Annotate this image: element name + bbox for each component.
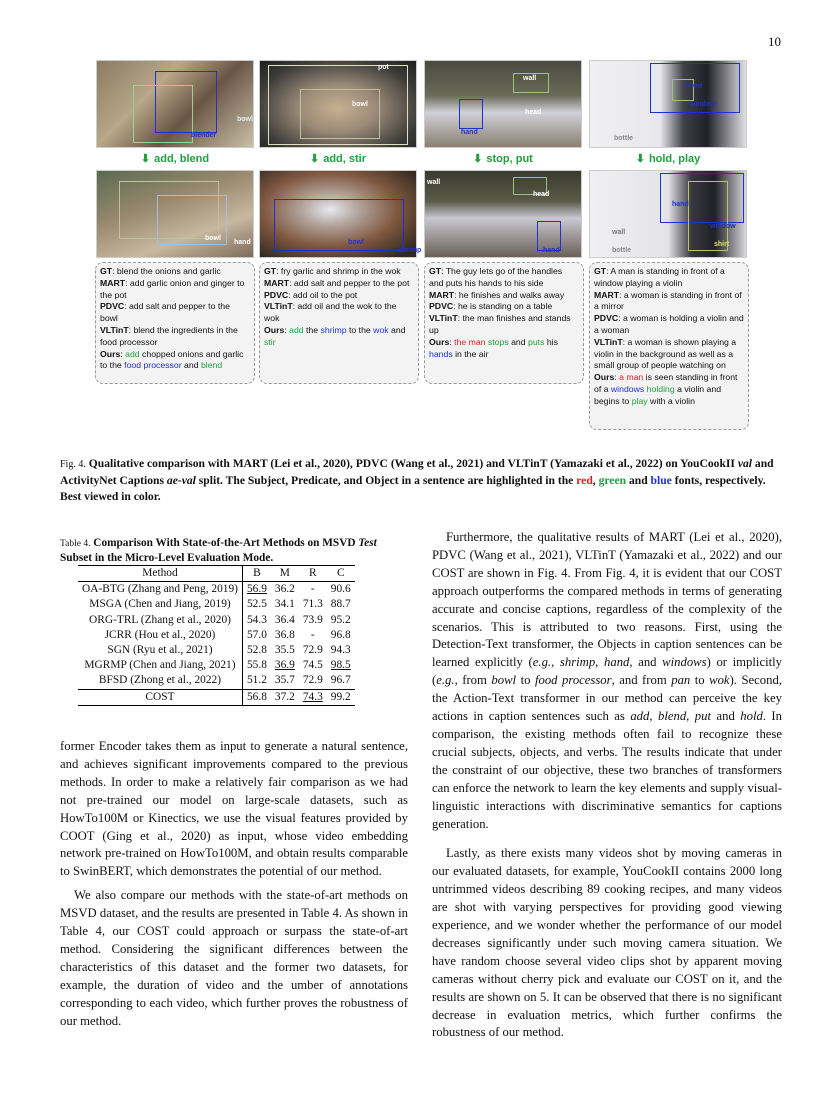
mart-text: : add salt and pepper to the pot <box>289 277 410 288</box>
gt-label: GT <box>429 266 442 276</box>
arrow-down-icon: ⬇ <box>473 153 483 165</box>
paragraph: former Encoder takes them as input to generate a natural sentence, and achieves significant improvements compared to the previous methods. In order to make a relatively fair comparison as we had not pre-trained our model on large-scale datasets, such as HowTo100M or Kinectics, we use the visual features provided by COOT (Ging et al., 2020) as input, whose video embedding network pre-trained on HowTo100M, and obtain results comparable to SwinBERT, which demonstrates the potential of our method. <box>60 739 408 879</box>
table-row: OA-BTG (Zhang and Peng, 2019) 56.9 36.2 - 90.6 <box>78 582 355 598</box>
frame-label: hand <box>234 239 251 246</box>
figure-column-3 <box>424 60 582 254</box>
frame-label: wall <box>523 75 537 82</box>
frame-label: bowl <box>352 101 368 108</box>
video-frame-bottom <box>424 170 582 258</box>
table-header: R <box>309 567 317 579</box>
ours-text: : a man is seen standing in front of a windows holding a violin and begins to play with a violin <box>594 372 738 406</box>
comparison-table <box>78 565 355 706</box>
mart-text: : a woman is standing in front of a mirror <box>594 289 742 312</box>
table-row: BFSD (Zhong et al., 2022) 51.2 35.7 72.9 96.7 <box>78 673 355 689</box>
paragraph: Furthermore, the qualitative results of MART (Lei et al., 2020), PDVC (Wang et al., 2021), VLTinT (Yamazaki et al., 2022) and our COST are shown in Fig. 4. From Fig. 4, it is evident that our COST approach outperforms the compared methods in terms of generating accurate and concise captions, regardless of the complexity of the scenarios. This is attributed to two reasons. First, using the Detection-Text transformer, the Objects in caption sentences can be learned explicitly (e.g., shrimp, hand, and windows) or implicitly (e.g., from bowl to food processor, and from pan to wok). Second, the Action-Text transformer in our method can perceive the key actions in caption sentences such as add, blend, put and hold. In comparison, the existing methods often fail to recognize these crucial subjects, objects, and verbs. The results indicate that under the constraint of our objective, these two branches of transformers can enforce the network to learn the key elements and supply visual-linguistic interactions with discriminative semantics for captions generation. <box>432 530 783 831</box>
frame-label: shirt <box>714 241 730 248</box>
video-frame-top <box>424 60 582 148</box>
frame-label: pot <box>378 64 389 71</box>
mart-label: MART <box>594 289 620 300</box>
frame-label: blender <box>191 132 217 139</box>
frame-label: bottle <box>612 247 632 254</box>
mart-text: : add garlic onion and ginger to the pot <box>100 277 245 300</box>
page-number: 10 <box>768 34 781 49</box>
figure-column-1 <box>96 60 254 246</box>
vltint-label: VLTinT <box>594 336 623 347</box>
pdvc-label: PDVC <box>264 289 289 300</box>
video-frame-bottom <box>589 170 747 258</box>
pdvc-text: : a woman is holding a violin and a woman <box>594 313 744 335</box>
figure-caption: Fig. 4. Qualitative comparison with MART (Lei et al., 2020), PDVC (Wang et al., 2021) and VLTinT (Yamazaki et al., 2022) on YouCookII val and ActivityNet Captions ae-val split. The Subject, Predicate, and Object in a sentence are highlighted in the red, green and blue fonts, respectively. Best viewed in color. <box>60 457 774 503</box>
ours-text: : add chopped onions and garlic to the food processor and blend <box>100 348 244 371</box>
frame-label: hand <box>543 247 560 254</box>
table-row: COST 56.8 37.2 74.3 99.2 <box>78 689 355 705</box>
frame-label: wall <box>427 179 441 186</box>
frame-label: window <box>710 223 736 230</box>
vltint-text: : blend the ingredients in the food processor <box>100 324 238 347</box>
video-frame-top <box>259 60 417 148</box>
pdvc-text: : he is standing on a table <box>453 301 553 312</box>
verb-text: add, blend <box>154 153 210 165</box>
video-frame-bottom <box>259 170 422 258</box>
mart-label: MART <box>100 277 126 288</box>
gt-text: : blend the onions and garlic <box>112 266 221 276</box>
vltint-text: : the man finishes and stands up <box>429 313 571 335</box>
gt-text: : The guy lets go of the handles and puts his hands to his side <box>429 266 563 288</box>
ours-label: Ours <box>429 336 450 347</box>
pdvc-label: PDVC <box>594 313 619 324</box>
frame-label: bowl <box>237 116 253 123</box>
caption-box-2 <box>259 262 419 384</box>
frame-label: shrimp <box>398 247 422 254</box>
gt-label: GT <box>100 266 113 276</box>
gt-label: GT <box>264 266 277 276</box>
ours-text: : the man stops and puts his hands in the air <box>429 336 558 359</box>
frame-label: hand <box>461 129 478 136</box>
vltint-label: VLTinT <box>100 324 129 335</box>
mart-label: MART <box>264 277 290 288</box>
table-row: ORG-TRL (Zhang et al., 2020) 54.3 36.4 73.9 95.2 <box>78 613 355 628</box>
figure-column-2 <box>259 60 422 254</box>
ours-label: Ours <box>100 348 121 359</box>
gt-label: GT <box>594 266 607 276</box>
pdvc-label: PDVC <box>429 301 454 312</box>
pdvc-label: PDVC <box>100 301 125 312</box>
table-row: SGN (Ryu et al., 2021) 52.8 35.5 72.9 94.3 <box>78 643 355 658</box>
frame-label: bowl <box>348 239 364 246</box>
table-row: MGRMP (Chen and Jiang, 2021) 55.8 36.9 74.5 98.5 <box>78 658 355 673</box>
frame-label: hand <box>672 201 689 208</box>
table-caption: Table 4. Comparison With State-of-the-Art Methods on MSVD Test Subset in the Micro-Level Evaluation Mode. <box>60 537 377 564</box>
gt-text: : fry garlic and shrimp in the wok <box>276 266 401 276</box>
frame-label: window <box>690 101 716 108</box>
arrow-down-icon: ⬇ <box>309 153 320 165</box>
frame-label: head <box>525 109 542 116</box>
verb-text: stop, put <box>486 153 533 165</box>
left-column-text <box>60 738 408 1031</box>
pdvc-text: : add salt and pepper to the bowl <box>100 301 230 324</box>
video-frame-top <box>96 60 254 148</box>
arrow-down-icon: ⬇ <box>140 153 151 165</box>
mart-label: MART <box>429 289 455 300</box>
verb-text: add, stir <box>323 153 366 165</box>
vltint-label: VLTinT <box>429 313 458 324</box>
video-frame-top <box>589 60 747 148</box>
vltint-text: : add oil and the wok to the wok <box>264 301 397 324</box>
vltint-label: VLTinT <box>264 301 293 312</box>
ours-text: : add the shrimp to the wok and stir <box>264 324 406 347</box>
pdvc-text: : add oil to the pot <box>288 289 358 300</box>
table-header: Method <box>78 566 242 582</box>
video-frame-bottom <box>96 170 254 258</box>
verb-arrow <box>259 152 417 165</box>
figure-column-4 <box>589 60 747 254</box>
verb-arrow <box>424 152 582 165</box>
ours-label: Ours <box>594 372 615 383</box>
ours-label: Ours <box>264 324 285 335</box>
frame-label: wall <box>612 229 626 236</box>
paragraph: We also compare our methods with the state-of-art methods on MSVD dataset, and the results are presented in Table 4. As shown in Table 4, our COST could approach or surpass the state-of-art method. Considering the significant differences between the characteristics of this dataset and the former two datasets, for example, the duration of video and the umber of annotations corresponding to each video, which further proves the robustness of our method. <box>60 888 408 1028</box>
table-header: B <box>253 567 261 579</box>
paragraph: Lastly, as there exists many videos shot by moving cameras in our evaluated datasets, for example, YouCookII contains 2000 long untrimmed videos describing 89 cooking recipes, and many videos are shot with varying perspectives for providing good viewing experience, and we wonder whether the performance of our model decreases significantly under such moving camera situation. We have random choose several video clips shot by apparent moving cameras without cherry pick and evaluate our COST on it, and the results are shown on 5. It can be observed that there is no significant decrease in evaluation metrics, which further confirms the robustness of our method. <box>432 846 782 1040</box>
frame-label: head <box>686 83 703 90</box>
table-header: C <box>336 567 345 579</box>
frame-label: bowl <box>205 235 221 242</box>
right-column-text <box>432 529 782 1042</box>
verb-arrow <box>96 152 254 165</box>
arrow-down-icon: ⬇ <box>635 153 645 165</box>
frame-label: bottle <box>614 135 634 142</box>
table-header: M <box>279 567 290 579</box>
caption-box-3 <box>424 262 584 384</box>
verb-arrow <box>589 152 747 165</box>
mart-text: : he finishes and walks away <box>454 289 565 300</box>
verb-text: hold, play <box>648 153 701 165</box>
caption-box-1 <box>95 262 255 384</box>
table-row: MSGA (Chen and Jiang, 2019) 52.5 34.1 71.3 88.7 <box>78 597 355 612</box>
caption-box-4 <box>589 262 749 430</box>
vltint-text: : a woman is shown playing a violin in the background as well as a small group of people watching on <box>594 336 737 371</box>
gt-text: : A man is standing in front of a window playing a violin <box>594 266 725 288</box>
frame-label: head <box>533 191 550 198</box>
table-row: JCRR (Hou et al., 2020) 57.0 36.8 - 96.8 <box>78 628 355 643</box>
